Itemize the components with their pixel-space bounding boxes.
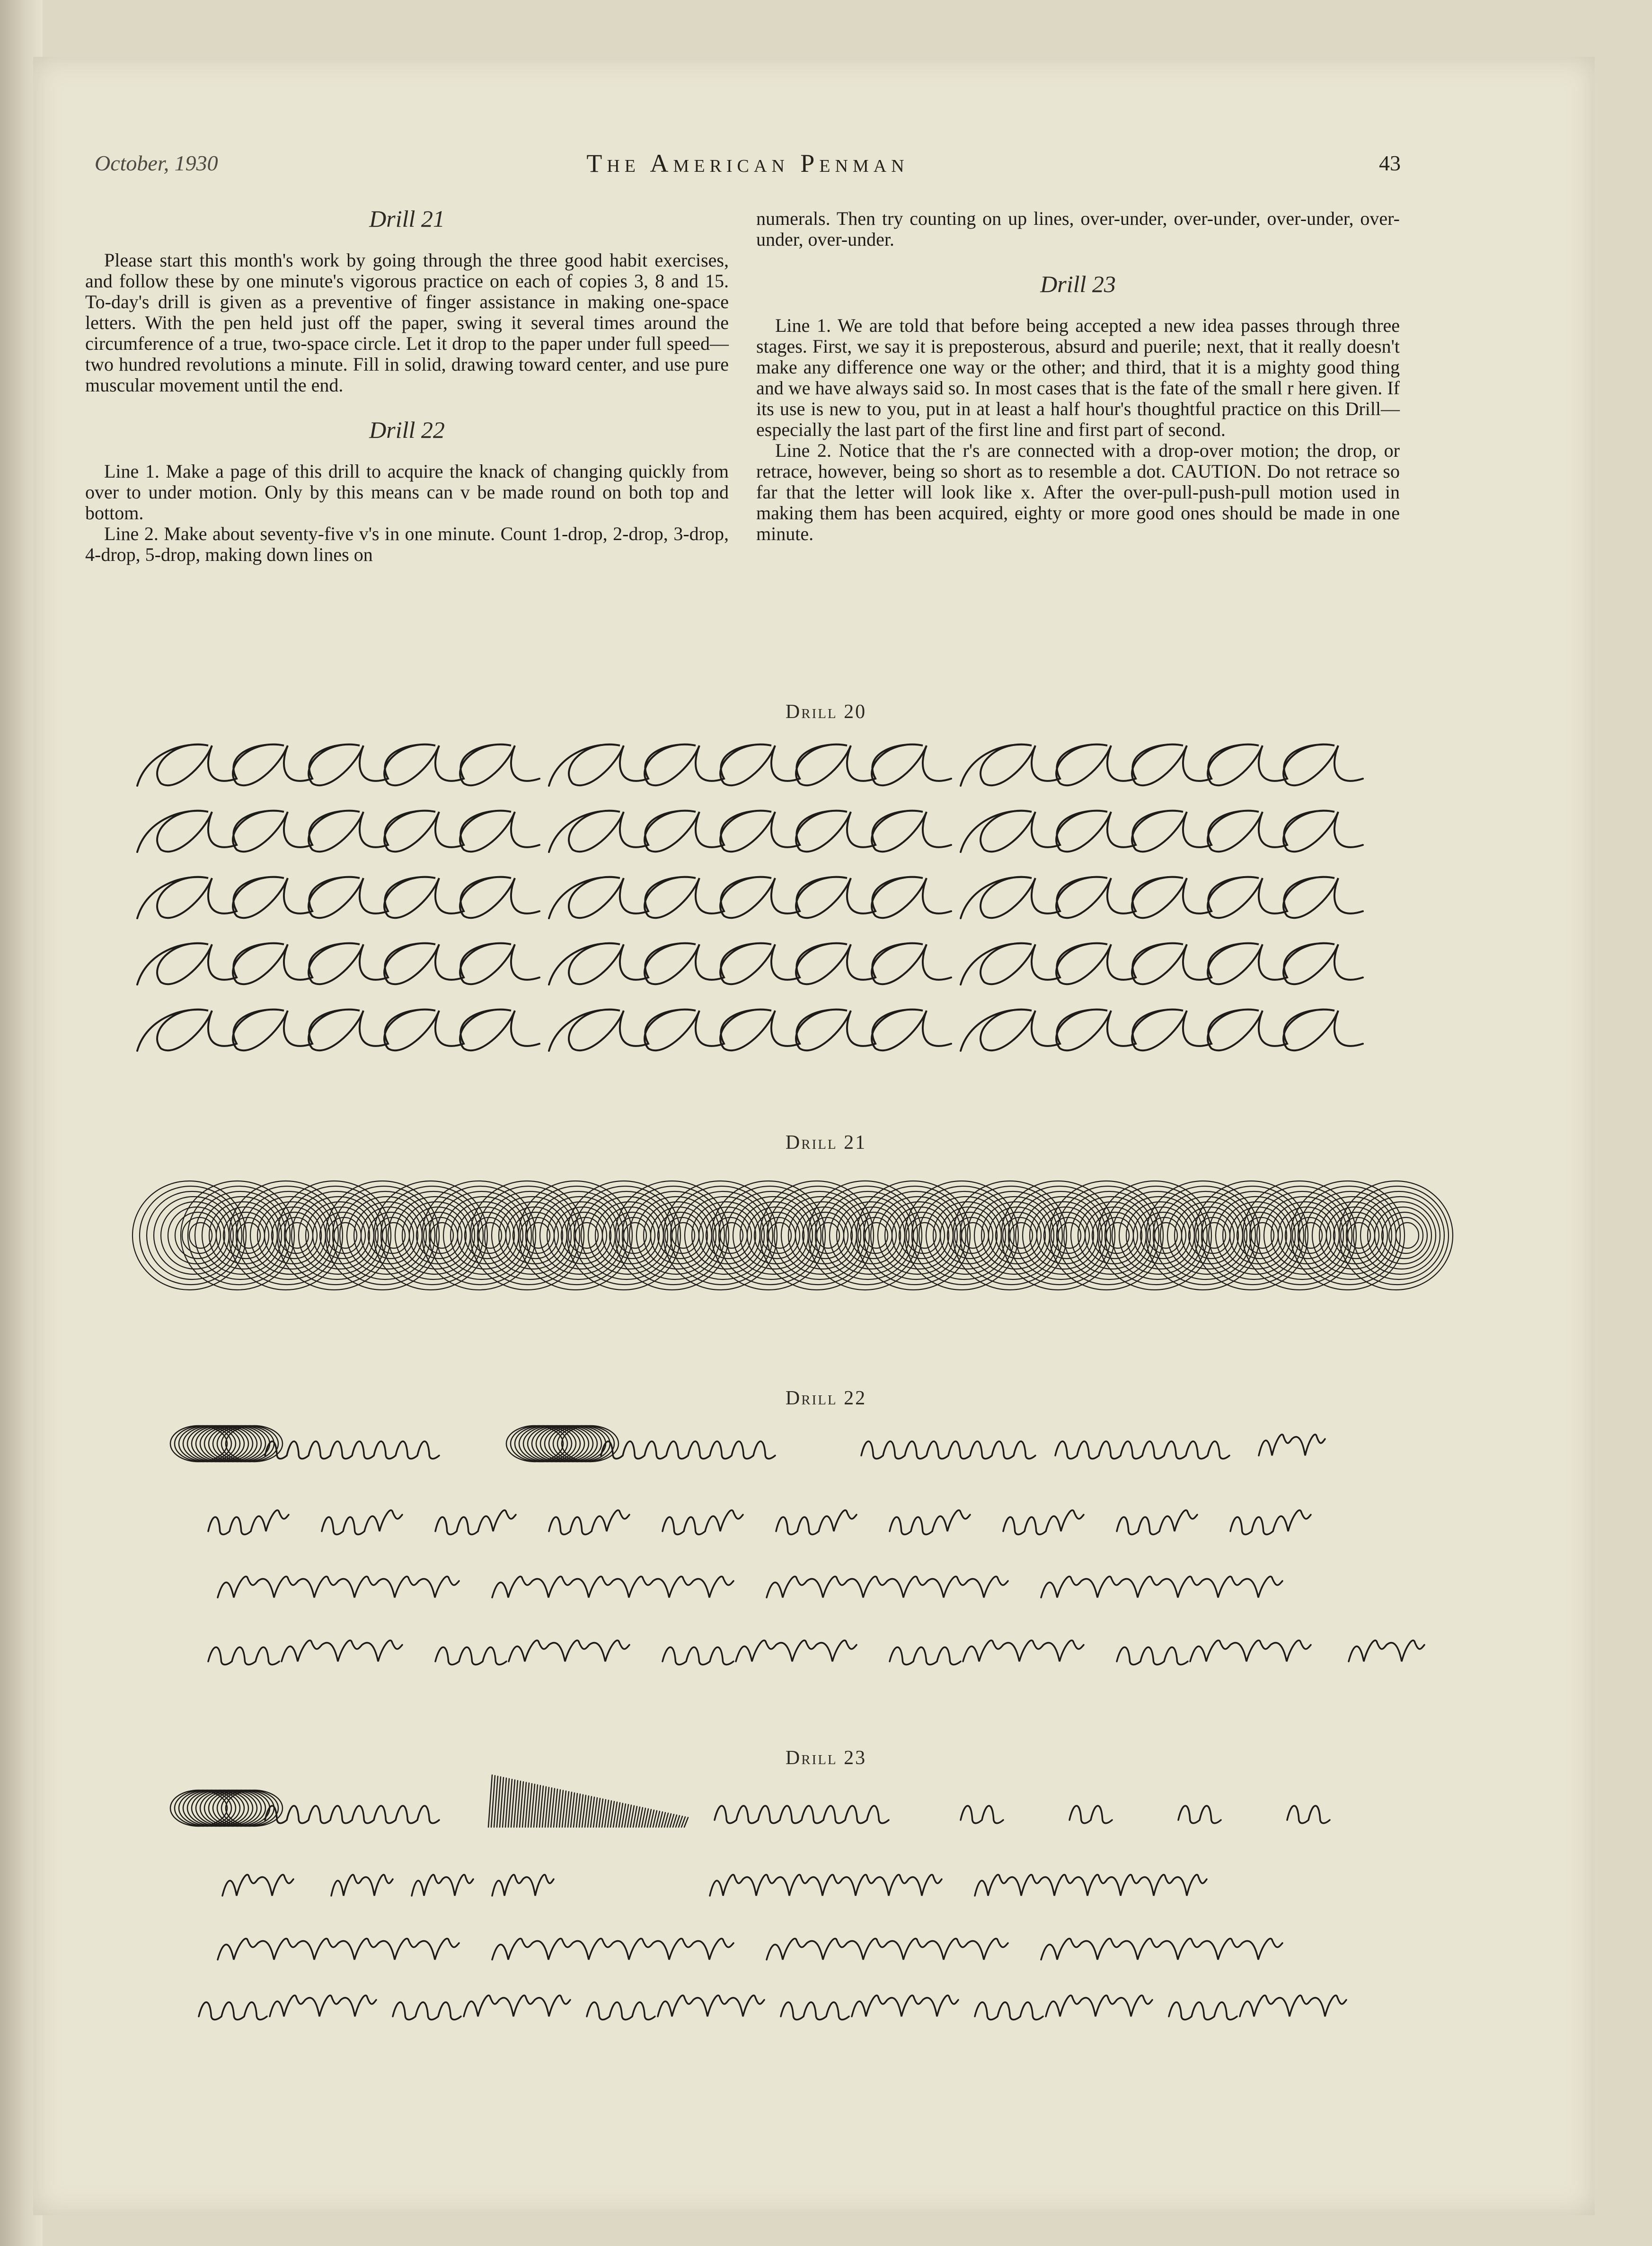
drill-23-r-group bbox=[767, 1939, 1008, 1960]
drill-22-nv bbox=[592, 1510, 629, 1531]
drill-22-move bbox=[890, 1647, 961, 1665]
drill-22-move bbox=[1190, 1641, 1311, 1661]
drill-22-ve bbox=[1349, 1641, 1424, 1661]
right-column bbox=[756, 208, 1400, 544]
drill-20-specimen bbox=[0, 729, 1652, 1079]
drill-22-ovals bbox=[170, 1426, 283, 1462]
drill-23-r-group bbox=[1041, 1939, 1282, 1960]
drill-23-r bbox=[961, 1806, 1003, 1823]
drill-22-nv bbox=[364, 1510, 402, 1531]
drill-22-specimen bbox=[0, 1415, 1652, 1680]
running-header bbox=[95, 151, 1401, 188]
drill-22-continuation: numerals. Then try counting on up lines, over-under, over-under, over-under, over-under, over-under. bbox=[756, 208, 1400, 250]
drill-23-mire bbox=[852, 1996, 958, 2016]
drill-22-v bbox=[1259, 1435, 1325, 1456]
cursive-a-group bbox=[549, 745, 951, 786]
drill-22-v-group bbox=[767, 1577, 1008, 1598]
cursive-a-group bbox=[137, 745, 539, 786]
cursive-a-group bbox=[961, 877, 1363, 918]
drill-22-heading: Drill 22 bbox=[369, 417, 445, 443]
drill-22-line1: Line 1. Make a page of this drill to acquire the knack of changing quickly from over to under motion. Only by this means can v be made round on both top and bottom. bbox=[85, 461, 729, 524]
drill-21-text: Please start this month's work by going through the three good habit exercises, and follow these by one minute's vigorous practice on each of copies 3, 8 and 15. To-day's drill is given as a preventive of finger assistance in making one-space letters. With the pen held just off the paper, swing it several times around the circumference of a true, two-space circle. Let it drop to the paper under full speed—two hundred revolutions a minute. Fill in solid, drawing toward center, and use pure muscular movement until the end. bbox=[85, 249, 729, 396]
drill-22-v-group bbox=[492, 1577, 733, 1598]
drill-22-over-motion bbox=[265, 1441, 439, 1459]
drill-23-specimen bbox=[0, 1770, 1652, 2016]
drill-23-mire bbox=[1046, 1996, 1152, 2016]
drill-22-nv bbox=[478, 1510, 516, 1531]
drill-23-r-group bbox=[710, 1875, 942, 1896]
drill-22-v-group bbox=[1041, 1577, 1282, 1598]
drill-22-nv bbox=[890, 1517, 932, 1535]
cursive-a-group bbox=[961, 811, 1363, 852]
drill-23-r bbox=[1178, 1806, 1221, 1823]
header-date: October, 1930 bbox=[95, 151, 218, 175]
drill-23-r-group bbox=[412, 1875, 473, 1896]
drill-23-r bbox=[1287, 1806, 1330, 1823]
drill-22-move bbox=[208, 1647, 279, 1665]
drill-23-r-group bbox=[975, 1875, 1207, 1896]
drill-23-heading: Drill 23 bbox=[1040, 271, 1116, 297]
drill-22-nv bbox=[208, 1517, 251, 1535]
drill-22-nv bbox=[819, 1510, 857, 1531]
plate-drill-20-title: Drill 20 bbox=[785, 701, 867, 723]
drill-21-specimen bbox=[0, 1164, 1652, 1306]
drill-23-r bbox=[1069, 1806, 1112, 1823]
drill-23-r-group bbox=[222, 1875, 293, 1896]
drill-22-line2: Line 2. Make about seventy-five v's in one minute. Count 1-drop, 2-drop, 3-drop, 4-drop, 5-drop, making down lines on bbox=[85, 523, 729, 565]
cursive-a-group bbox=[549, 1010, 951, 1051]
drill-22-move bbox=[435, 1647, 506, 1665]
drill-22-nv bbox=[1159, 1510, 1197, 1531]
cursive-a-group bbox=[137, 811, 539, 852]
drill-23-line2: Line 2. Notice that the r's are connected with a drop-over motion; the drop, or retrace, however, being so short as to resemble a dot. CAUTION. Do not retrace so far that the letter will look like x. After the over-pull-push-pull motion used in making them has been acquired, eighty or more good ones should be made in one minute. bbox=[756, 440, 1400, 544]
drill-22-nv bbox=[1046, 1510, 1084, 1531]
cursive-a-group bbox=[549, 877, 951, 918]
drill-22-nv bbox=[932, 1510, 970, 1531]
cursive-a-group bbox=[137, 943, 539, 985]
drill-23-mire bbox=[464, 1996, 570, 2016]
drill-23-mire bbox=[1240, 1996, 1346, 2016]
header-title: The American Penman bbox=[586, 149, 909, 178]
cursive-a-group bbox=[137, 877, 539, 918]
plate-drill-22-title: Drill 22 bbox=[785, 1387, 867, 1409]
drill-22-nv bbox=[776, 1517, 819, 1535]
drill-22-move bbox=[1117, 1647, 1188, 1665]
drill-22-nv bbox=[549, 1517, 592, 1535]
drill-22-nv bbox=[705, 1510, 743, 1531]
cursive-a-group bbox=[137, 1010, 539, 1051]
drill-22-nv bbox=[1273, 1510, 1311, 1531]
drill-23-r-group bbox=[218, 1939, 459, 1960]
drill-22-nv bbox=[1117, 1517, 1159, 1535]
drill-22-v-group bbox=[218, 1577, 459, 1598]
cursive-a-group bbox=[549, 943, 951, 985]
cursive-a-group bbox=[549, 811, 951, 852]
drill-23-line1: Line 1. We are told that before being accepted a new idea passes through three stages. First, we say it is preposterous, absurd and puerile; next, that it really doesn't make any difference one way or the other; and third, that it is a mighty good thing and we have always said so. In most cases that is the fate of the small r here given. If its use is new to you, put in at least a half hour's thoughtful practice on this Drill—especially the last part of the first line and first part of second. bbox=[756, 315, 1400, 440]
cursive-a-group bbox=[961, 745, 1363, 786]
drill-22-move bbox=[282, 1641, 402, 1661]
drill-22-under-motion bbox=[1055, 1441, 1229, 1459]
drill-22-move bbox=[963, 1641, 1084, 1661]
drill-22-move bbox=[663, 1647, 733, 1665]
drill-22-nv bbox=[322, 1517, 364, 1535]
drill-22-nv bbox=[435, 1517, 478, 1535]
drill-22-under-motion bbox=[601, 1441, 775, 1459]
drill-23-over-motion bbox=[715, 1806, 889, 1823]
drill-21-heading: Drill 21 bbox=[369, 205, 445, 232]
plate-drill-21-title: Drill 21 bbox=[785, 1132, 867, 1154]
drill-23-r-group bbox=[492, 1875, 554, 1896]
drill-22-nv bbox=[663, 1517, 705, 1535]
cursive-a-group bbox=[961, 943, 1363, 985]
drill-22-over-motion bbox=[861, 1441, 1035, 1459]
drill-23-mire bbox=[658, 1996, 764, 2016]
drill-23-ovals bbox=[170, 1790, 283, 1826]
drill-23-mire bbox=[270, 1996, 376, 2016]
drill-22-move bbox=[736, 1641, 857, 1661]
drill-22-nv bbox=[251, 1510, 289, 1531]
plate-drill-23-title: Drill 23 bbox=[785, 1747, 867, 1769]
drill-23-r-group bbox=[492, 1939, 733, 1960]
cursive-a-group bbox=[961, 1010, 1363, 1051]
drill-23-retrace-block bbox=[488, 1775, 688, 1827]
left-column bbox=[85, 205, 729, 565]
drill-22-move bbox=[509, 1641, 629, 1661]
drill-22-nv bbox=[1003, 1517, 1046, 1535]
drill-23-r-group bbox=[331, 1875, 393, 1896]
drill-22-ovals bbox=[506, 1426, 618, 1462]
page-number: 43 bbox=[1379, 151, 1401, 175]
drill-23-over-motion bbox=[265, 1806, 439, 1823]
drill-22-nv bbox=[1230, 1517, 1273, 1535]
